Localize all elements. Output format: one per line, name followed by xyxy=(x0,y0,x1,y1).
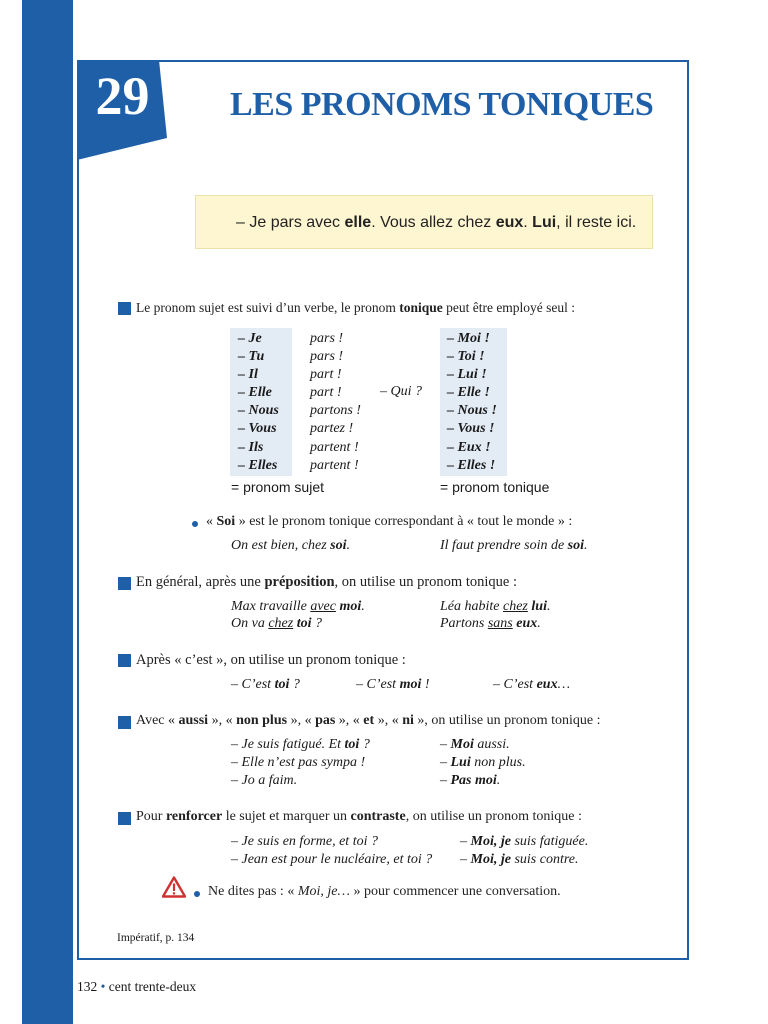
contrast-question: – Jean est pour le nucléaire, et toi ? xyxy=(231,852,433,867)
dialogue-question: – Elle n’est pas sympa ! xyxy=(231,755,366,770)
rule-marker xyxy=(118,654,131,667)
question-qui: – Qui ? xyxy=(380,384,422,399)
bullet-icon: • xyxy=(100,979,106,994)
tonic-pronoun: – Nous ! xyxy=(447,403,497,419)
subject-pronoun: – Il xyxy=(238,367,258,383)
soi-rule-text: « Soi » est le pronom tonique correspondant à « tout le monde » : xyxy=(206,514,573,529)
subject-pronoun: – Nous xyxy=(238,403,279,419)
cest-example: – C’est eux… xyxy=(493,677,571,692)
page-number: 132 • cent trente-deux xyxy=(77,979,197,994)
subject-pronoun: – Tu xyxy=(238,349,265,365)
verb-form: part ! xyxy=(310,367,342,383)
verb-form: partez ! xyxy=(310,421,354,437)
preposition-example: On va chez toi ? xyxy=(231,616,322,631)
rule-1-text: Le pronom sujet est suivi d’un verbe, le pronom tonique peut être employé seul : xyxy=(136,300,576,315)
tonic-pronoun: – Toi ! xyxy=(447,349,485,365)
verb-form: partent ! xyxy=(310,457,359,473)
subject-pronoun: – Ils xyxy=(238,439,264,455)
tonic-pronoun: – Lui ! xyxy=(447,367,487,383)
page-spine xyxy=(22,0,73,1024)
tonic-pronoun-list xyxy=(447,330,497,475)
rule-marker xyxy=(118,302,131,315)
bullet-icon xyxy=(194,891,200,897)
contrast-question: – Je suis en forme, et toi ? xyxy=(231,834,378,849)
bullet-icon xyxy=(192,521,198,527)
rule-3-text: Après « c’est », on utilise un pronom tonique : xyxy=(136,652,406,668)
subject-pronoun: – Elles xyxy=(238,457,278,473)
tonic-pronoun: – Vous ! xyxy=(447,421,495,437)
label-subject-pronoun: = pronom sujet xyxy=(231,479,324,495)
verb-form: partons ! xyxy=(310,403,361,419)
label-tonic-pronoun: = pronom tonique xyxy=(440,479,550,495)
contrast-answer: – Moi, je suis fatiguée. xyxy=(460,834,589,849)
soi-example-2: Il faut prendre soin de soi. xyxy=(440,538,588,553)
cest-example: – C’est toi ? xyxy=(231,677,300,692)
verb-form: pars ! xyxy=(310,331,344,346)
verb-form: partent ! xyxy=(310,439,359,455)
subject-pronoun-list xyxy=(238,330,279,475)
dialogue-answer: – Pas moi. xyxy=(440,773,501,788)
dialogue-question: – Jo a faim. xyxy=(231,773,298,788)
cross-reference: Impératif, p. 134 xyxy=(117,932,195,944)
chapter-number: 29 xyxy=(95,66,150,126)
contrast-answer: – Moi, je suis contre. xyxy=(460,852,579,867)
rule-4-text: Avec « aussi », « non plus », « pas », « et », « ni », on utilise un pronom tonique : xyxy=(136,713,601,728)
tonic-pronoun: – Elle ! xyxy=(447,385,490,401)
soi-example-1: On est bien, chez soi. xyxy=(231,538,350,553)
tonic-pronoun: – Elles ! xyxy=(447,457,496,473)
dialogue-question: – Je suis fatigué. Et toi ? xyxy=(231,737,370,752)
warning-text: Ne dites pas : « Moi, je… » pour commencer une conversation. xyxy=(208,884,561,899)
verb-list xyxy=(310,330,361,475)
preposition-example: Partons sans eux. xyxy=(440,616,541,631)
verb-form: pars ! xyxy=(310,349,344,365)
subject-pronoun: – Je xyxy=(238,331,262,346)
rule-marker xyxy=(118,812,131,825)
cest-example: – C’est moi ! xyxy=(356,677,430,692)
subject-pronoun: – Vous xyxy=(238,421,277,437)
rule-marker xyxy=(118,577,131,590)
tonic-pronoun: – Eux ! xyxy=(447,439,491,455)
subject-pronoun: – Elle xyxy=(238,385,272,401)
chapter-badge xyxy=(77,60,167,160)
tonic-pronoun: – Moi ! xyxy=(447,331,490,346)
warning-icon xyxy=(162,876,186,903)
dialogue-answer: – Lui non plus. xyxy=(440,755,526,770)
rule-marker xyxy=(118,716,131,729)
verb-form: part ! xyxy=(310,385,342,401)
chapter-title: LES PRONOMS TONIQUES xyxy=(230,86,654,123)
preposition-example: Léa habite chez lui. xyxy=(440,599,551,614)
rule-2-text: En général, après une préposition, on utilise un pronom tonique : xyxy=(136,574,517,590)
preposition-example: Max travaille avec moi. xyxy=(231,599,365,614)
dialogue-answer: – Moi aussi. xyxy=(440,737,510,752)
rule-5-text: Pour renforcer le sujet et marquer un contraste, on utilise un pronom tonique : xyxy=(136,809,582,824)
intro-example: – Je pars avec elle. Vous allez chez eux. Lui, il reste ici. xyxy=(195,195,653,249)
